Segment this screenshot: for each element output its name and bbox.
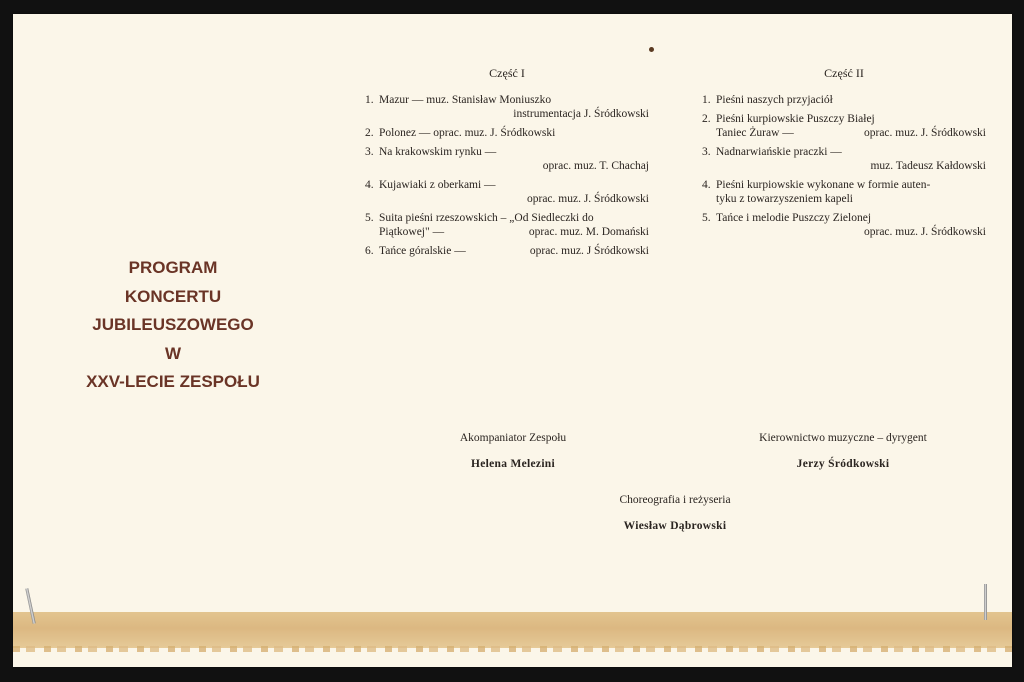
credit-name: Jerzy Śródkowski bbox=[796, 458, 890, 470]
item-title: Suita pieśni rzeszowskich – „Od Siedleczki do bbox=[379, 212, 594, 224]
list-item bbox=[365, 126, 649, 140]
list-item bbox=[365, 211, 649, 239]
item-title: Polonez — oprac. muz. J. Śródkowski bbox=[379, 127, 556, 139]
part-two bbox=[702, 66, 986, 244]
title-line: PROGRAM bbox=[128, 258, 218, 277]
credit-role: Kierownictwo muzyczne – dyrygent bbox=[759, 432, 927, 444]
program-title bbox=[73, 254, 273, 397]
title-line: KONCERTU bbox=[124, 286, 222, 306]
list-item bbox=[702, 211, 986, 239]
list-item bbox=[365, 178, 649, 206]
accompanist-credit bbox=[423, 432, 603, 470]
item-title-cont: Taniec Żuraw — bbox=[716, 127, 794, 139]
item-arranger: oprac. muz. J Śródkowski bbox=[529, 245, 649, 257]
item-title: Na krakowskim rynku — bbox=[379, 146, 497, 158]
credit-role: Akompaniator Zespołu bbox=[459, 432, 567, 444]
item-title: Tańce góralskie — bbox=[379, 245, 466, 257]
item-arranger: oprac. muz. J. Śródkowski bbox=[863, 226, 986, 238]
item-number: 6. bbox=[365, 245, 374, 257]
choreography-credit bbox=[585, 494, 765, 532]
item-arranger: instrumentacja J. Śródkowski bbox=[513, 108, 649, 120]
list-item bbox=[365, 93, 649, 121]
list-item bbox=[702, 145, 986, 173]
item-number: 4. bbox=[365, 179, 374, 191]
list-item bbox=[702, 178, 986, 206]
item-title: Mazur — muz. Stanisław Moniuszko bbox=[379, 94, 552, 106]
title-line: JUBILEUSZOWEGO bbox=[92, 315, 254, 334]
item-number: 5. bbox=[365, 212, 374, 224]
credit-name: Wiesław Dąbrowski bbox=[623, 520, 727, 532]
title-line: XXV-LECIE ZESPOŁU bbox=[86, 372, 260, 391]
part-two-heading: Część II bbox=[824, 66, 864, 80]
program-sheet bbox=[13, 14, 1012, 667]
item-number: 1. bbox=[702, 94, 711, 106]
item-title: Tańce i melodie Puszczy Zielonej bbox=[716, 212, 872, 224]
item-arranger: oprac. muz. J. Śródkowski bbox=[526, 193, 649, 205]
item-number: 2. bbox=[702, 113, 711, 125]
item-arranger: oprac. muz. T. Chachaj bbox=[542, 160, 649, 172]
item-number: 5. bbox=[702, 212, 711, 224]
item-title: Nadnarwiańskie praczki — bbox=[716, 146, 842, 158]
ink-spot bbox=[649, 47, 654, 52]
item-title-cont: tyku z towarzyszeniem kapeli bbox=[716, 193, 853, 205]
item-number: 1. bbox=[365, 94, 374, 106]
part-one bbox=[365, 66, 649, 263]
item-title: Kujawiaki z oberkami — bbox=[379, 179, 496, 191]
item-title: Pieśni naszych przyjaciół bbox=[716, 94, 833, 106]
item-arranger: oprac. muz. M. Domański bbox=[528, 226, 649, 238]
item-title-cont: Piątkowej" — bbox=[379, 226, 445, 238]
part-one-heading: Część I bbox=[489, 66, 525, 80]
music-director-credit bbox=[723, 432, 963, 470]
item-number: 2. bbox=[365, 127, 374, 139]
item-arranger: muz. Tadeusz Kałdowski bbox=[870, 160, 986, 172]
item-number: 3. bbox=[702, 146, 711, 158]
adhesive-tape-strip bbox=[13, 612, 1012, 648]
staple bbox=[984, 584, 987, 620]
list-item bbox=[365, 145, 649, 173]
item-title: Pieśni kurpiowskie Puszczy Białej bbox=[716, 113, 875, 125]
list-item bbox=[702, 93, 986, 107]
item-arranger: oprac. muz. J. Śródkowski bbox=[863, 127, 986, 139]
item-number: 3. bbox=[365, 146, 374, 158]
item-number: 4. bbox=[702, 179, 711, 191]
list-item bbox=[702, 112, 986, 140]
credit-name: Helena Melezini bbox=[470, 458, 556, 470]
item-title: Pieśni kurpiowskie wykonane w formie auten- bbox=[716, 179, 931, 191]
credit-role: Choreografia i reżyseria bbox=[619, 494, 731, 506]
list-item bbox=[365, 244, 649, 258]
title-line: W bbox=[164, 343, 182, 363]
